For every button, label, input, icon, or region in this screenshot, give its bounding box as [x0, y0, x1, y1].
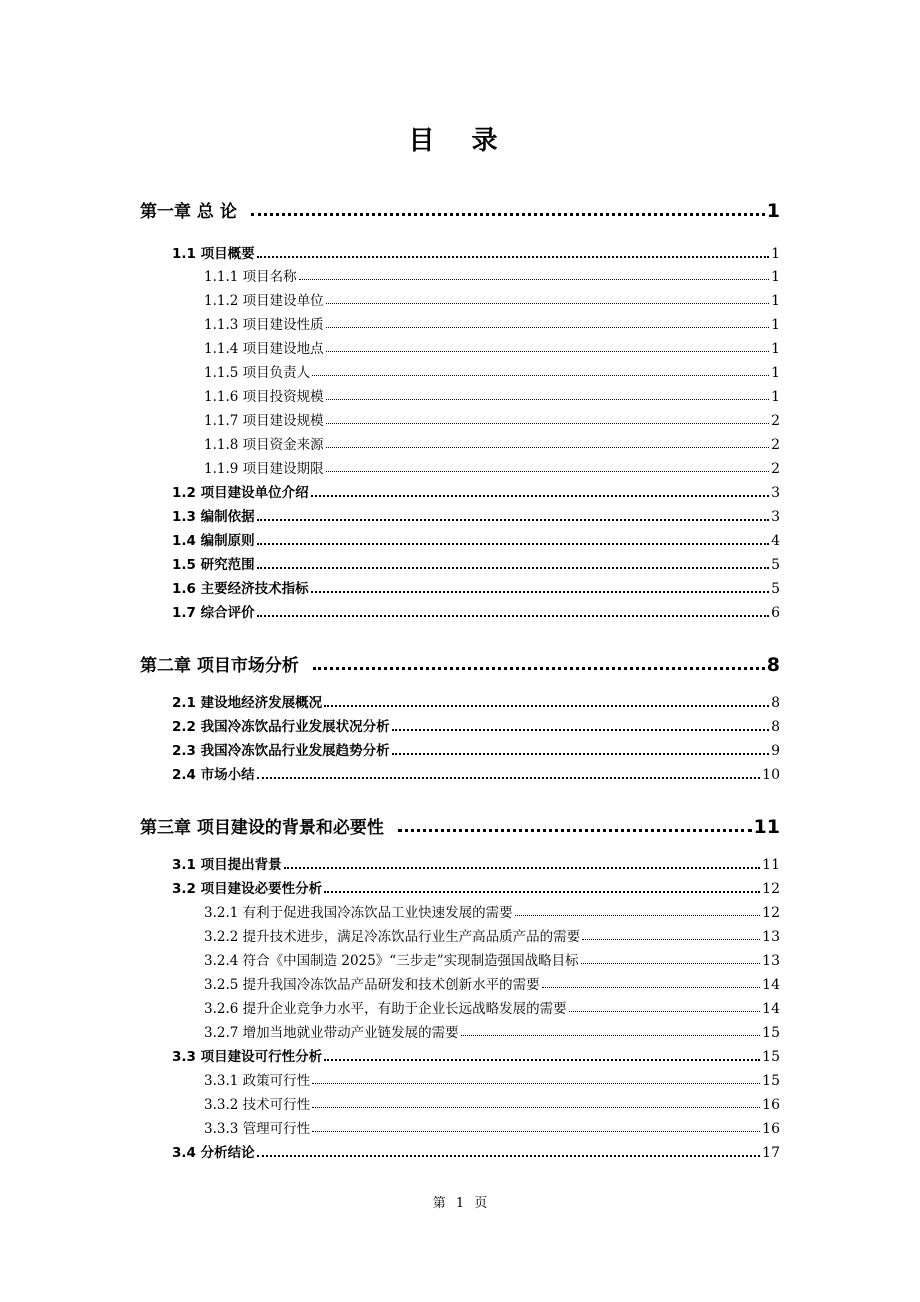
toc-leader-dots [311, 589, 769, 593]
toc-leader-dots [326, 446, 769, 448]
toc-entry[interactable] [172, 1043, 780, 1065]
toc-entry-label: 1.7 综合评价 [172, 605, 255, 621]
toc-entry-page: 15 [762, 1025, 780, 1041]
toc-entry-page: 5 [771, 581, 780, 597]
toc-entry-label: 2.2 我国冷冻饮品行业发展状况分析 [172, 719, 390, 735]
toc-leader-dots [326, 302, 769, 304]
toc-entry-page: 5 [771, 557, 780, 573]
toc-leader-dots [313, 665, 765, 670]
toc-entry-label: 1.1.6 项目投资规模 [204, 389, 324, 405]
toc-leader-dots [326, 398, 769, 400]
toc-leader-dots [257, 1153, 761, 1157]
toc-leader-dots [542, 986, 761, 988]
toc-entry-page: 12 [762, 881, 780, 897]
footer-suffix: 页 [474, 1196, 488, 1211]
toc-entry[interactable] [172, 875, 780, 897]
toc-entry-page: 1 [771, 317, 780, 333]
toc-leader-dots [257, 541, 769, 545]
toc-leader-dots [398, 827, 752, 832]
toc-entry-page: 4 [771, 533, 780, 549]
toc-entry-page: 13 [762, 953, 780, 969]
toc-leader-dots [312, 374, 769, 376]
toc-entry[interactable] [172, 503, 780, 525]
toc-entry[interactable] [204, 455, 780, 477]
toc-entry[interactable] [172, 599, 780, 621]
toc-entry-label: 3.3 项目建设可行性分析 [172, 1049, 323, 1065]
toc-entry-page: 2 [771, 437, 780, 453]
toc-entry-label: 3.3.1 政策可行性 [204, 1073, 311, 1089]
toc-entry-label: 1.1.5 项目负责人 [204, 365, 311, 381]
toc-entry[interactable] [172, 761, 780, 783]
toc-leader-dots [324, 1057, 760, 1061]
toc-entry-label: 第二章 项目市场分析 [140, 656, 299, 676]
toc-entry-page: 8 [766, 654, 780, 676]
toc-entry[interactable] [204, 431, 780, 453]
toc-entry-label: 1.1.1 项目名称 [204, 269, 297, 285]
toc-entry-page: 8 [771, 695, 780, 711]
toc-entry-page: 15 [762, 1073, 780, 1089]
toc-leader-dots [581, 962, 761, 964]
toc-entry-label: 1.4 编制原则 [172, 533, 255, 549]
toc-entry-label: 1.5 研究范围 [172, 557, 255, 573]
toc-entry-page: 3 [771, 485, 780, 501]
toc-leader-dots [257, 517, 769, 521]
toc-entry-page: 1 [771, 269, 780, 285]
toc-leader-dots [326, 470, 769, 472]
toc-entry-page: 1 [771, 365, 780, 381]
toc-entry-label: 3.3.3 管理可行性 [204, 1121, 311, 1137]
toc-entry[interactable] [204, 899, 780, 921]
toc-entry[interactable] [172, 1139, 780, 1161]
toc-entry-page: 1 [771, 293, 780, 309]
toc-leader-dots [461, 1034, 761, 1036]
toc-entry[interactable] [172, 575, 780, 597]
toc-entry-page: 2 [771, 461, 780, 477]
toc-entry[interactable] [204, 1091, 780, 1113]
toc-leader-dots [392, 727, 769, 731]
toc-leader-dots [251, 211, 765, 216]
page-title: 目 录 [408, 126, 512, 156]
toc-leader-dots [326, 350, 769, 352]
toc-entry-page: 16 [762, 1121, 780, 1137]
toc-entry-label: 3.2.4 符合《中国制造 2025》“三步走”实现制造强国战略目标 [204, 953, 579, 969]
toc-entry-page: 1 [766, 200, 780, 222]
toc-leader-dots [582, 938, 760, 940]
toc-entry-label: 3.2.7 增加当地就业带动产业链发展的需要 [204, 1025, 459, 1041]
toc-entry-label: 1.1.2 项目建设单位 [204, 293, 324, 309]
toc-leader-dots [311, 493, 769, 497]
toc-entry-label: 3.2.5 提升我国冷冻饮品产品研发和技术创新水平的需要 [204, 977, 540, 993]
toc-entry-label: 1.1 项目概要 [172, 246, 255, 262]
toc-entry-label: 3.2.2 提升技术进步，满足冷冻饮品行业生产高品质产品的需要 [204, 929, 581, 945]
toc-entry[interactable] [140, 194, 780, 222]
toc-leader-dots [257, 775, 761, 779]
toc-entry[interactable] [204, 1019, 780, 1041]
toc-leader-dots [257, 254, 769, 258]
toc-entry-label: 1.1.4 项目建设地点 [204, 341, 324, 357]
toc-entry[interactable] [140, 810, 780, 838]
toc-entry[interactable] [204, 407, 780, 429]
toc-entry-label: 第一章 总 论 [140, 202, 237, 222]
toc-leader-dots [392, 751, 769, 755]
toc-entry-page: 14 [762, 1001, 780, 1017]
toc-entry-page: 6 [771, 605, 780, 621]
toc-entry-label: 1.1.8 项目资金来源 [204, 437, 324, 453]
footer-prefix: 第 [432, 1196, 446, 1211]
toc-entry-page: 2 [771, 413, 780, 429]
toc-entry[interactable] [172, 551, 780, 573]
toc-entry[interactable] [204, 947, 780, 969]
toc-entry[interactable] [140, 648, 780, 676]
toc-entry[interactable] [204, 971, 780, 993]
toc-entry-page: 8 [771, 719, 780, 735]
toc-leader-dots [326, 422, 769, 424]
toc-entry[interactable] [204, 335, 780, 357]
toc-entry-label: 2.4 市场小结 [172, 767, 255, 783]
toc-entry-page: 3 [771, 509, 780, 525]
toc-entry[interactable] [204, 1067, 780, 1089]
toc-entry-label: 1.1.9 项目建设期限 [204, 461, 324, 477]
toc-leader-dots [257, 565, 769, 569]
toc-entry-label: 3.2.1 有利于促进我国冷冻饮品工业快速发展的需要 [204, 905, 513, 921]
toc-entry[interactable] [172, 713, 780, 735]
toc-entry-page: 17 [762, 1145, 780, 1161]
toc-entry[interactable] [172, 479, 780, 501]
toc-entry-page: 11 [762, 857, 780, 873]
toc-entry-label: 1.1.3 项目建设性质 [204, 317, 324, 333]
toc-entry[interactable] [204, 311, 780, 333]
page-footer [0, 1192, 920, 1211]
toc-entry[interactable] [172, 689, 780, 711]
toc-entry-label: 1.2 项目建设单位介绍 [172, 485, 309, 501]
toc-leader-dots [257, 613, 769, 617]
toc-entry[interactable] [204, 383, 780, 405]
toc-entry[interactable] [204, 995, 780, 1017]
toc-leader-dots [284, 865, 761, 869]
toc-entry-label: 1.6 主要经济技术指标 [172, 581, 309, 597]
toc-entry-page: 10 [762, 767, 780, 783]
toc-entry-page: 1 [771, 341, 780, 357]
toc-entry-page: 14 [762, 977, 780, 993]
toc-entry-label: 3.1 项目提出背景 [172, 857, 282, 873]
toc-entry[interactable] [172, 527, 780, 549]
toc-leader-dots [324, 889, 760, 893]
toc-entry-label: 2.1 建设地经济发展概况 [172, 695, 323, 711]
toc-leader-dots [299, 278, 769, 280]
toc-leader-dots [312, 1130, 760, 1132]
toc-entry-page: 15 [762, 1049, 780, 1065]
toc-entry-page: 1 [771, 246, 780, 262]
toc-leader-dots [324, 703, 769, 707]
toc-entry-page: 11 [753, 816, 780, 838]
toc-leader-dots [569, 1010, 761, 1012]
toc-entry[interactable] [204, 287, 780, 309]
toc-entry-page: 1 [771, 389, 780, 405]
toc-entry-page: 13 [762, 929, 780, 945]
toc-entry-page: 9 [771, 743, 780, 759]
toc-entry[interactable] [172, 240, 780, 262]
toc-entry-label: 3.4 分析结论 [172, 1145, 255, 1161]
toc-entry-label: 第三章 项目建设的背景和必要性 [140, 818, 384, 838]
footer-page-number: 1 [455, 1196, 465, 1211]
toc-leader-dots [515, 914, 761, 916]
toc-entry[interactable] [204, 1115, 780, 1137]
toc-entry[interactable] [204, 263, 780, 285]
toc-leader-dots [312, 1106, 760, 1108]
toc-entry[interactable] [204, 359, 780, 381]
toc-entry-page: 16 [762, 1097, 780, 1113]
toc-entry[interactable] [172, 851, 780, 873]
toc-entry-label: 1.1.7 项目建设规模 [204, 413, 324, 429]
toc-entry-label: 3.2 项目建设必要性分析 [172, 881, 323, 897]
toc-entry-label: 1.3 编制依据 [172, 509, 255, 525]
toc-entry-page: 12 [762, 905, 780, 921]
toc-leader-dots [312, 1082, 760, 1084]
toc-entry[interactable] [204, 923, 780, 945]
toc-entry-label: 3.3.2 技术可行性 [204, 1097, 311, 1113]
toc-entry-label: 3.2.6 提升企业竞争力水平，有助于企业长远战略发展的需要 [204, 1001, 567, 1017]
toc-entry-label: 2.3 我国冷冻饮品行业发展趋势分析 [172, 743, 390, 759]
toc-leader-dots [326, 326, 769, 328]
toc-entry[interactable] [172, 737, 780, 759]
